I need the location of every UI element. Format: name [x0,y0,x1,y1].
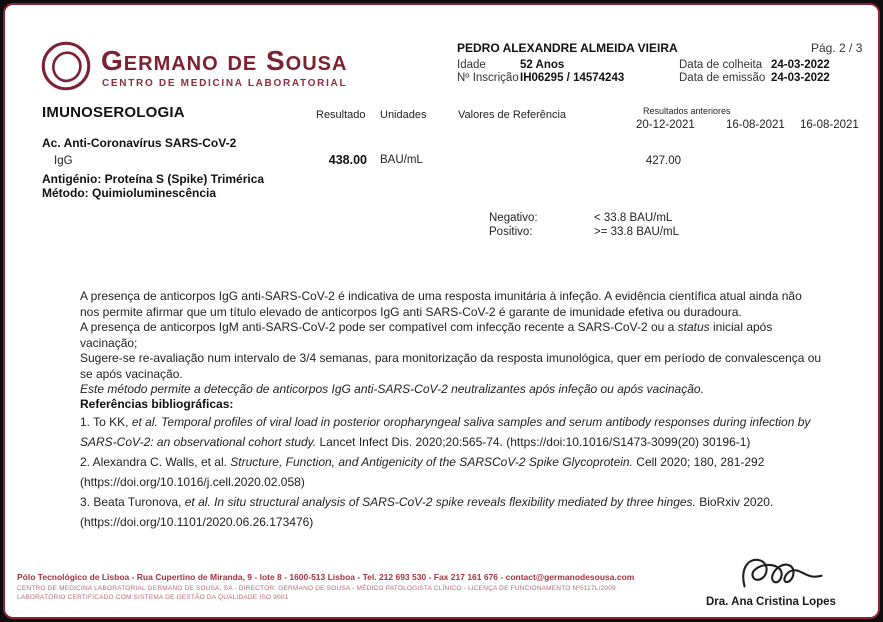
reference-title-italic: Structure, Function, and Antigenicity of the SARSCoV-2 Spike Glycoprotein. [230,455,633,469]
reference-text: 3. Beata Turonova, [80,495,185,509]
interpretation-paragraph [80,351,822,382]
reference-text: Cell 2020; 180, 281-292 (https://doi.org/10.1016/j.cell.2020.02.058) [80,455,765,489]
column-result: Resultado [316,109,366,121]
method-line: Método: Quimioluminescência [42,186,217,200]
references-heading: Referências bibliográficas: [80,397,234,411]
age-value: 52 Anos [520,59,565,71]
page-number: Pág. 2 / 3 [811,41,863,55]
antigen-line: Antigénio: Proteína S (Spike) Trimérica [42,172,265,186]
reference-item [80,493,822,532]
interpretation-text: inicial após vacinação; [80,320,773,350]
reference-negative-label: Negativo: [489,212,538,224]
reference-item [80,453,822,492]
emission-date-label: Data de emissão [679,72,766,84]
footer-legal: CENTRO DE MEDICINA LABORATORIAL GERMANO DE SOUSA, SA - DIRECTOR: GERMANO DE SOUSA - MÉDICO PATOLOGISTA CLÍNICO - LICENÇA DE FUNCIONAMENTO Nº5117L/2009 [17,585,616,592]
previous-date-2: 16-08-2021 [726,119,785,131]
footer-certification: LABORATÓRIO CERTIFICADO COM SISTEMA DE GESTÃO DA QUALIDADE ISO 9001 [17,594,289,601]
lab-logo-icon [38,38,94,94]
result-value: 438.00 [328,153,367,167]
patient-name: PEDRO ALEXANDRE ALMEIDA VIEIRA [457,41,678,55]
reference-item [80,413,822,452]
reference-text: 1. To KK, [80,415,132,429]
inscription-value: IH06295 / 14574243 [520,72,625,84]
inscription-label: Nº Inscrição [457,72,519,84]
interpretation-paragraph-italic [80,382,822,398]
reference-title-italic: et al. Temporal profiles of viral load in posterior oropharyngeal saliva samples and serum antibody responses during infection by SARS-CoV-2: an observational cohort study. [80,415,811,449]
signer-name: Dra. Ana Cristina Lopes [706,596,836,608]
interpretation-text: Este método permite a detecção de anticorpos IgG anti-SARS-CoV-2 neutralizantes após infeção ou após vacinação. [80,382,704,396]
column-reference: Valores de Referência [458,109,567,121]
interpretation-text-italic: status [677,320,710,334]
signature-scribble [738,553,828,595]
references-block [80,413,822,533]
previous-date-1: 20-12-2021 [636,119,695,131]
reference-text: 2. Alexandra C. Walls, et al. [80,455,231,469]
reference-text: Lancet Infect Dis. 2020;20:565-74. (https://doi:10.1016/S1473-3099(20) 30196-1) [316,434,751,449]
reference-negative-value: < 33.8 BAU/mL [594,212,673,224]
interpretation-block [80,289,822,398]
footer-address: Pólo Tecnológico de Lisboa - Rua Cupertino de Miranda, 9 - lote 8 - 1600-513 Lisboa - Tel. 212 693 530 - Fax 217 161 676 - contact@germanodesousa.com [17,572,635,582]
analyte-label: IgG [54,155,73,167]
interpretation-paragraph [80,320,822,351]
age-label: Idade [457,59,486,71]
report-page [3,3,880,619]
column-previous-results: Resultados anteriores [643,106,731,116]
section-title: IMUNOSEROLOGIA [42,104,185,121]
interpretation-text: Sugere-se re-avaliação num intervalo de 3/4 semanas, para monitorização da resposta imunológica, quer em período de convalescença ou se após vacinação. [80,351,822,381]
signature-icon [738,553,828,595]
lab-subtitle: CENTRO DE MEDICINA LABORATORIAL [102,78,348,89]
reference-text: BioRxiv 2020. (https://doi.org/10.1101/2020.06.26.173476) [80,495,774,529]
interpretation-paragraph [80,289,822,320]
emission-date-value: 24-03-2022 [771,72,830,84]
logo-egg-icon [38,38,94,94]
column-units: Unidades [380,109,427,121]
interpretation-text: A presença de anticorpos IgM anti-SARS-CoV-2 pode ser compatível com infecção recente a SARS-CoV-2 ou a [80,320,678,334]
previous-result-value: 427.00 [645,155,681,167]
collection-date-value: 24-03-2022 [771,59,830,71]
lab-name: Germano de Sousa [101,45,348,76]
interpretation-text: A presença de anticorpos IgG anti-SARS-CoV-2 é indicativa de uma resposta imunitária à infeção. A evidência científica atual ainda não nos permite afirmar que um título elevado de anticorpos IgG anti SARS-CoV-2 é garante de imunidade efetiva ou duradoura. [80,289,802,319]
test-name: Ac. Anti-Coronavírus SARS-CoV-2 [42,136,237,150]
reference-title-italic: et al. In situ structural analysis of SARS-CoV-2 spike reveals flexibility mediated by three hinges. [184,495,696,509]
result-units: BAU/mL [380,154,423,166]
reference-positive-label: Positivo: [489,226,533,238]
previous-date-3: 16-08-2021 [800,119,859,131]
collection-date-label: Data de colheita [679,59,763,71]
reference-positive-value: >= 33.8 BAU/mL [594,226,680,238]
